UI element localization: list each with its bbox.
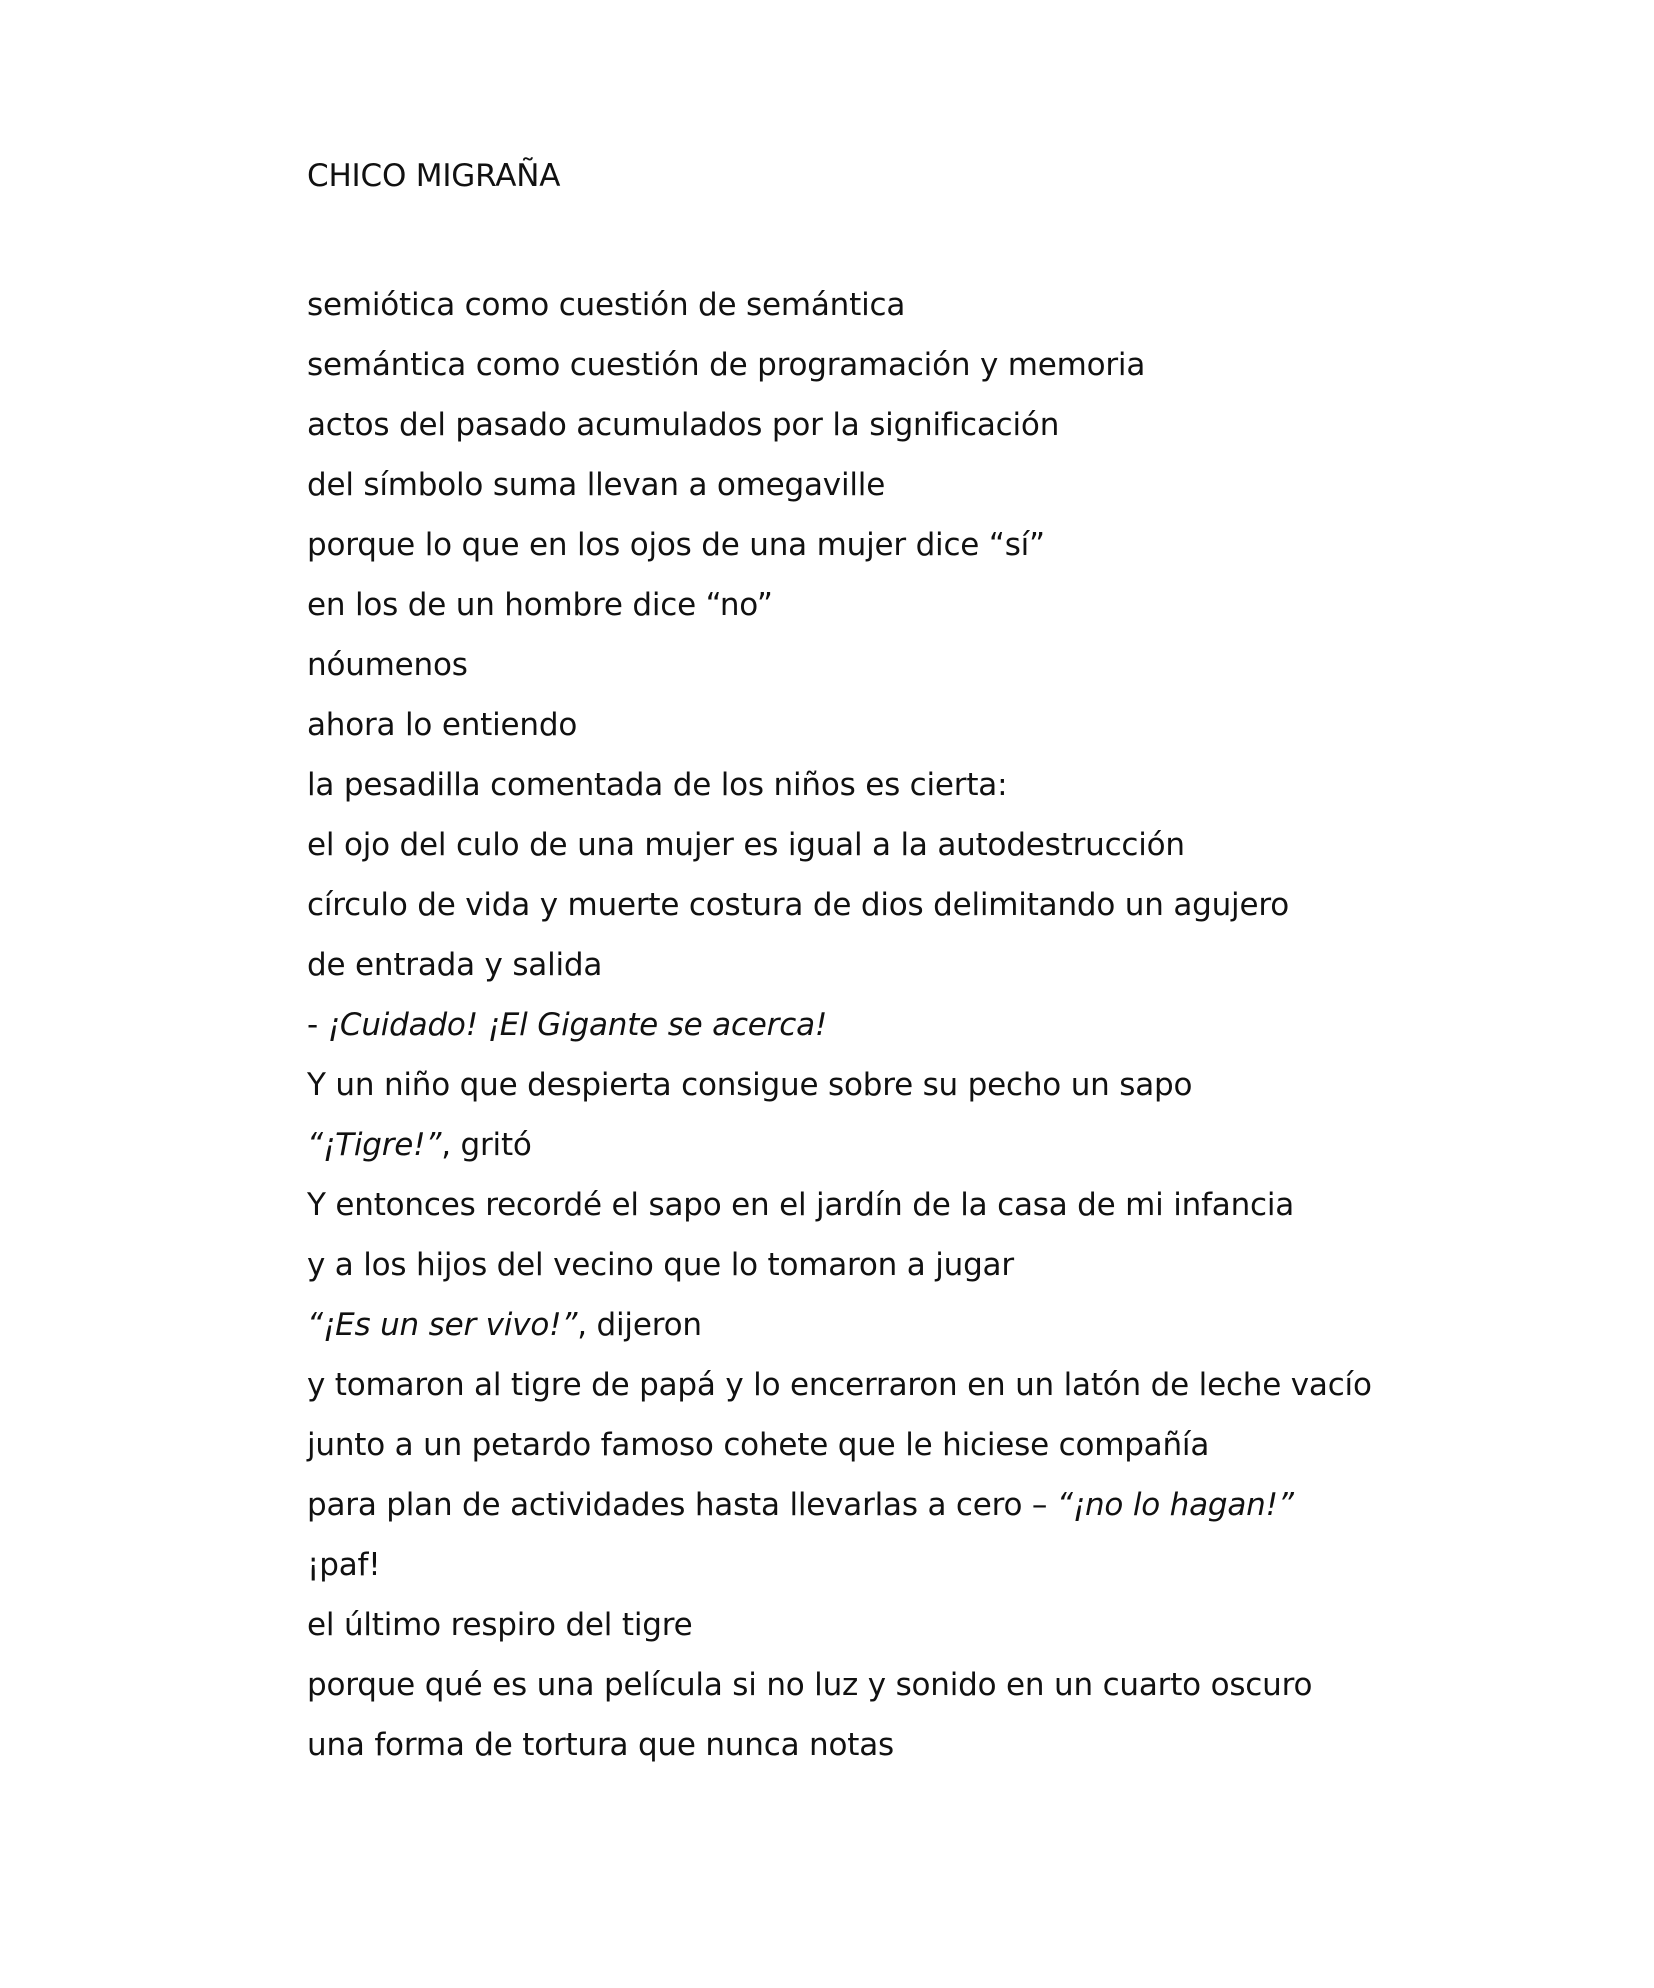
poem-line-text: del símbolo suma llevan a omegaville	[307, 467, 886, 503]
poem-line-text: nóumenos	[307, 647, 468, 683]
poem-line	[307, 1715, 1507, 1775]
poem-line-text: -	[307, 1007, 328, 1043]
poem-line-text: el último respiro del tigre	[307, 1607, 693, 1643]
poem-line-text: porque lo que en los ojos de una mujer dice “sí”	[307, 527, 1045, 563]
poem-line-italic-text: “¡Es un ser vivo!”	[307, 1307, 578, 1343]
poem-line	[307, 635, 1507, 695]
poem-line	[307, 815, 1507, 875]
poem-line	[307, 395, 1507, 455]
poem-title: CHICO MIGRAÑA	[307, 158, 561, 194]
poem-line-text: porque qué es una película si no luz y sonido en un cuarto oscuro	[307, 1667, 1313, 1703]
poem-line-text: ahora lo entiendo	[307, 707, 578, 743]
poem-line	[307, 1415, 1507, 1475]
poem-line	[307, 455, 1507, 515]
poem-line	[307, 695, 1507, 755]
poem-line	[307, 1055, 1507, 1115]
poem-line	[307, 875, 1507, 935]
poem-line	[307, 1115, 1507, 1175]
poem-line	[307, 935, 1507, 995]
poem-line-text: y tomaron al tigre de papá y lo encerraron en un latón de leche vacío	[307, 1367, 1372, 1403]
poem-line	[307, 1235, 1507, 1295]
poem-line-text: semiótica como cuestión de semántica	[307, 287, 906, 323]
poem-line-text: y a los hijos del vecino que lo tomaron a jugar	[307, 1247, 1014, 1283]
poem-line-text: actos del pasado acumulados por la significación	[307, 407, 1060, 443]
poem-line-text: ¡paf!	[307, 1547, 381, 1583]
poem-line	[307, 275, 1507, 335]
poem-line-text: el ojo del culo de una mujer es igual a la autodestrucción	[307, 827, 1185, 863]
poem-line	[307, 1175, 1507, 1235]
poem-line	[307, 1535, 1507, 1595]
poem-line-text: junto a un petardo famoso cohete que le hiciese compañía	[307, 1427, 1210, 1463]
poem-line-text: , dijeron	[577, 1307, 702, 1343]
poem-line	[307, 995, 1507, 1055]
poem-line	[307, 1295, 1507, 1355]
poem	[307, 156, 1507, 1775]
poem-line-text: para plan de actividades hasta llevarlas a cero –	[307, 1487, 1057, 1523]
poem-line	[307, 1475, 1507, 1535]
poem-line	[307, 1355, 1507, 1415]
poem-line-text: de entrada y salida	[307, 947, 603, 983]
poem-line	[307, 575, 1507, 635]
poem-line	[307, 335, 1507, 395]
poem-line-text: en los de un hombre dice “no”	[307, 587, 773, 623]
poem-line	[307, 755, 1507, 815]
poem-line-text: semántica como cuestión de programación y memoria	[307, 347, 1146, 383]
poem-line	[307, 1595, 1507, 1655]
poem-lines	[307, 275, 1507, 1775]
poem-line-italic-text: “¡Tigre!”	[307, 1127, 442, 1163]
poem-line-text: Y entonces recordé el sapo en el jardín de la casa de mi infancia	[307, 1187, 1295, 1223]
poem-line-text: la pesadilla comentada de los niños es cierta:	[307, 767, 1008, 803]
poem-line-italic-text: “¡no lo hagan!”	[1056, 1487, 1294, 1523]
poem-line-text: una forma de tortura que nunca notas	[307, 1727, 894, 1763]
poem-line-text: , gritó	[441, 1127, 532, 1163]
poem-line	[307, 515, 1507, 575]
poem-line-text: Y un niño que despierta consigue sobre su pecho un sapo	[307, 1067, 1193, 1103]
poem-line-italic-text: ¡Cuidado! ¡El Gigante se acerca!	[327, 1007, 828, 1043]
poem-line-text: círculo de vida y muerte costura de dios delimitando un agujero	[307, 887, 1289, 923]
poem-line	[307, 1655, 1507, 1715]
